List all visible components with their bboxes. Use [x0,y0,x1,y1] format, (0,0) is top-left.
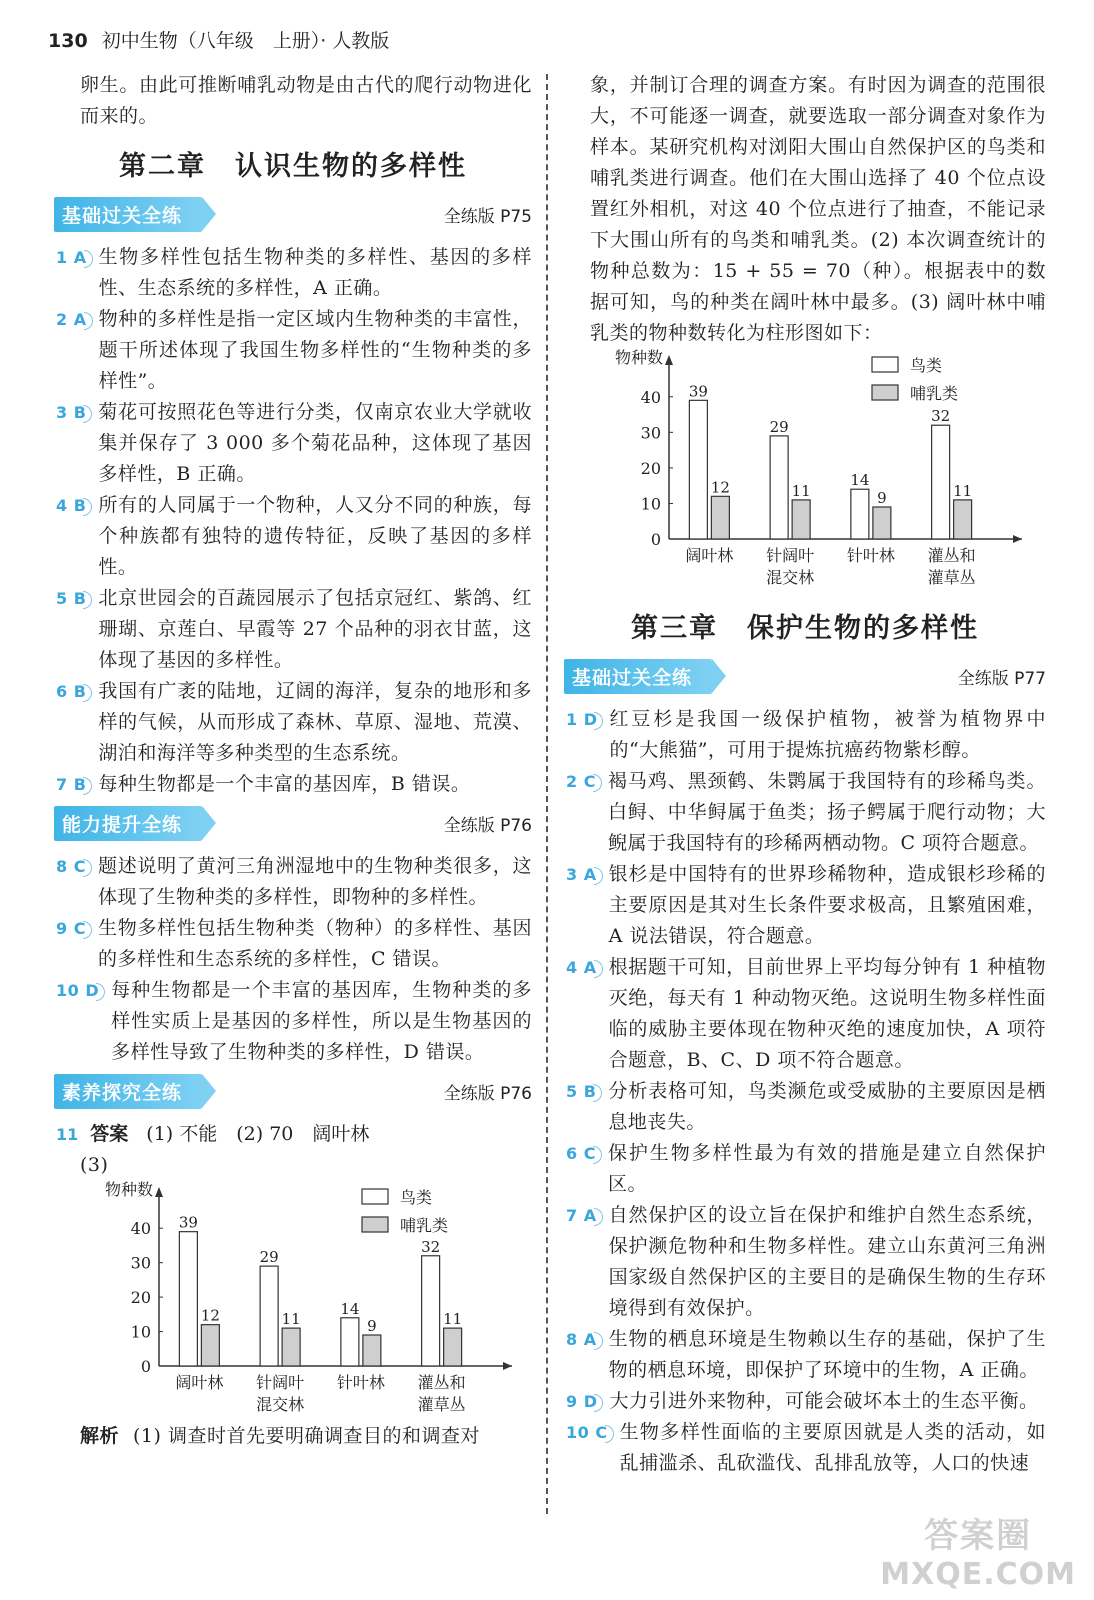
bar-mammals [201,1325,219,1366]
answer-badge: 8 A [564,1324,603,1355]
x-tick-label: 混交林 [766,568,815,587]
legend-label: 哺乳类 [400,1216,449,1235]
y-tick-label: 0 [650,530,661,549]
section-tag: 能力提升全练 [54,806,202,841]
answer-badge: 9 C [54,913,92,944]
column-divider [546,74,548,1514]
answer-text: 银杉是中国特有的世界珍稀物种，造成银杉珍稀的主要原因是其对生长条件要求极高，且繁殖困难，A 说法错误，符合题意。 [608,863,1046,947]
answer-text: 所有的人同属于一个物种，人又分不同的种族，每个种族都有独特的遗传特征，反映了基因的多样性。 [98,494,532,578]
y-tick-label: 0 [140,1357,151,1376]
section-tag: 基础过关全练 [54,197,202,232]
data-label: 29 [259,1248,279,1267]
data-label: 29 [769,417,789,436]
x-tick-label: 针叶林 [336,1373,385,1392]
answer-text: 生物多样性包括生物种类的多样性、基因的多样性、生态系统的多样性，A 正确。 [98,246,532,299]
answer-list [54,851,532,1068]
question-number: 11 [56,1125,79,1144]
intro-paragraph: 卵生。由此可推断哺乳动物是由古代的爬行动物进化而来的。 [80,74,532,127]
data-label: 39 [688,382,708,401]
bar-mammals [444,1328,462,1366]
answer-badge: 7 B [54,769,92,800]
answer-badge: 3 A [564,859,603,890]
section-ref: 全练版 P76 [443,1084,532,1104]
legend-swatch-birds [872,357,898,372]
answer-item [54,851,532,913]
answer-text: 自然保护区的设立旨在保护和维护自然生态系统，保护濒危物种和生物多样性。建立山东黄河三角洲国家级自然保护区的主要目的是确保生物的生存环境得到有效保护。 [608,1204,1046,1319]
section-tag: 基础过关全练 [564,659,712,694]
answer-list [564,704,1046,1479]
answer-text: 北京世园会的百蔬园展示了包括京冠红、紫鸽、红珊瑚、京莲白、早霞等 27 个品种的羽衣甘蓝，这体现了基因的多样性。 [98,587,532,671]
answer-badge: 8 C [54,851,92,882]
legend-swatch-mammals [362,1217,388,1232]
answer-item [54,913,532,975]
x-tick-label: 针叶林 [846,546,895,565]
left-column [54,70,532,1452]
section-basic-1 [54,197,532,232]
bar-birds [851,489,869,539]
section-tag: 素养探究全练 [54,1074,202,1109]
x-tick-label: 针阔叶 [766,546,815,565]
bar-mammals [363,1335,381,1366]
analysis-text: (1) 调查时首先要明确调查目的和调查对 [133,1425,480,1447]
answer-item [54,769,532,800]
answer-item [54,242,532,304]
answer-badge: 1 A [54,242,93,273]
y-axis-arrow [665,355,673,365]
analysis-paragraph [54,1421,532,1452]
watermark [880,1508,1076,1592]
x-tick-label: 灌丛和 [417,1373,466,1392]
x-tick-label: 混交林 [256,1395,305,1414]
answer-item [564,1386,1046,1417]
bar-mammals [873,507,891,539]
watermark-line2: MXQE.COM [880,1557,1076,1592]
data-label: 39 [178,1213,198,1232]
bar-mammals [711,496,729,539]
section-ref: 全练版 P77 [957,669,1046,689]
answer-badge: 7 A [564,1200,603,1231]
y-tick-label: 20 [640,458,661,478]
y-axis-label: 物种数 [614,349,663,367]
answer-item [54,583,532,676]
section-ref: 全练版 P75 [443,207,532,227]
x-axis-arrow [1013,535,1022,543]
answer-item [564,1076,1046,1138]
answer-item [564,859,1046,952]
q11-answer [54,1119,532,1150]
y-axis-label: 物种数 [104,1181,153,1199]
answer-item [54,490,532,583]
y-tick-label: 20 [130,1288,151,1308]
bar-mammals [954,500,972,539]
y-tick-label: 30 [130,1253,151,1273]
answer-badge: 2 A [54,304,93,335]
data-label: 14 [850,471,870,490]
answer-item [564,766,1046,859]
data-label: 11 [953,481,973,500]
chapter-3-title: 第三章 保护生物的多样性 [631,613,979,644]
answer-item [564,704,1046,766]
bar-birds [422,1256,440,1366]
section-ref: 全练版 P76 [443,816,532,836]
data-label: 9 [877,489,887,507]
answer-text: 保护生物多样性最为有效的措施是建立自然保护区。 [607,1142,1046,1195]
section-inquiry [54,1074,532,1109]
y-tick-label: 10 [130,1322,151,1342]
legend-label: 鸟类 [400,1188,433,1207]
answer-text: 红豆杉是我国一级保护植物，被誉为植物界中的“大熊猫”，可用于提炼抗癌药物紫杉醇。 [609,708,1046,761]
watermark-line1: 答案圈 [924,1516,1033,1556]
y-tick-label: 30 [640,423,661,443]
x-tick-label: 针阔叶 [256,1373,305,1392]
data-label: 11 [443,1310,463,1329]
answer-badge: 3 B [54,397,92,428]
legend-swatch-birds [362,1189,388,1204]
answer-text: (1) 不能 (2) 70 阔叶林 [146,1123,370,1145]
answer-badge: 4 B [54,490,92,521]
data-label: 32 [421,1237,441,1256]
answer-badge: 5 B [564,1076,602,1107]
legend-label: 哺乳类 [910,384,959,403]
y-axis-arrow [155,1187,163,1197]
bar-birds [341,1318,359,1366]
x-tick-label: 灌丛和 [927,546,976,565]
answer-text: 生物的栖息环境是生物赖以生存的基础，保护了生物的栖息环境，即保护了环境中的生物，A 正确。 [608,1328,1046,1381]
answer-text: 菊花可按照花色等进行分类，仅南京农业大学就收集并保存了 3 000 多个菊花品种，这体现了基因多样性，B 正确。 [98,401,532,485]
analysis-label: 解析 [80,1425,120,1447]
bar-birds [179,1232,197,1366]
y-tick-label: 10 [640,494,661,514]
answer-text: 分析表格可知，鸟类濒危或受威胁的主要原因是栖息地丧失。 [608,1080,1046,1133]
answer-item [564,1200,1046,1324]
data-label: 9 [367,1317,377,1335]
bar-chart-left [54,1181,524,1421]
data-label: 11 [791,481,811,500]
book-title: 初中生物（八年级 上册）· 人教版 [101,30,390,52]
answer-badge: 4 A [564,952,603,983]
answer-text: 生物多样性包括生物种类（物种）的多样性、基因的多样性和生态系统的多样性，C 错误。 [97,917,532,970]
answer-badge: 5 B [54,583,92,614]
x-tick-label: 灌草丛 [927,568,976,587]
data-label: 12 [710,478,730,497]
answer-badge: 1 D [564,704,603,735]
answer-badge: 10 D [54,975,105,1006]
answer-text: 每种生物都是一个丰富的基因库，B 错误。 [98,773,471,795]
x-tick-label: 阔叶林 [685,546,734,565]
answer-badge: 10 C [564,1417,614,1448]
answer-item [564,1324,1046,1386]
y-tick-label: 40 [130,1219,151,1239]
section-basic-2 [564,659,1046,694]
legend-label: 鸟类 [910,356,943,375]
legend-swatch-mammals [872,385,898,400]
answer-item [564,952,1046,1076]
bar-mammals [792,500,810,539]
data-label: 32 [931,407,951,426]
page-number: 130 [48,30,88,52]
x-axis-arrow [503,1362,512,1370]
bar-chart-right [564,349,1034,594]
answer-badge: 6 B [54,676,92,707]
x-tick-label: 阔叶林 [175,1373,224,1392]
answer-label: 答案 [90,1123,129,1145]
answer-text: 物种的多样性是指一定区域内生物种类的丰富性，题干所述体现了我国生物多样性的“生物种类的多样性”。 [98,308,532,392]
answer-text: 大力引进外来物种，可能会破坏本土的生态平衡。 [609,1390,1039,1412]
page-header [48,26,389,53]
data-label: 14 [340,1299,360,1318]
data-label: 12 [200,1306,220,1325]
bar-birds [770,436,788,539]
answer-text: 根据题干可知，目前世界上平均每分钟有 1 种植物灭绝，每天有 1 种动物灭绝。这说明生物多样性面临的威胁主要体现在物种灭绝的速度加快，A 项符合题意，B、C、D 项不符合题意。 [608,956,1046,1071]
answer-text: 每种生物都是一个丰富的基因库，生物种类的多样性实质上是基因的多样性，所以是生物基因的多样性导致了生物种类的多样性，D 错误。 [111,979,532,1063]
answer-text: 题述说明了黄河三角洲湿地中的生物种类很多，这体现了生物种类的多样性，即物种的多样性。 [97,855,532,908]
y-tick-label: 40 [640,387,661,407]
answer-item [564,1138,1046,1200]
right-column [564,70,1046,1479]
x-tick-label: 灌草丛 [417,1395,466,1414]
data-label: 11 [281,1310,301,1329]
answer-list [54,242,532,800]
bar-mammals [282,1328,300,1366]
answer-badge: 2 C [564,766,602,797]
answer-badge: 6 C [564,1138,602,1169]
answer-item [564,1417,1046,1479]
bar-birds [260,1266,278,1366]
chapter-2-title: 第二章 认识生物的多样性 [119,151,467,182]
answer-item [54,397,532,490]
q11-sub: (3) [80,1154,109,1176]
answer-text: 生物多样性面临的主要原因就是人类的活动，如乱捕滥杀、乱砍滥伐、乱排乱放等，人口的快速 [619,1421,1046,1474]
answer-text: 我国有广袤的陆地，辽阔的海洋，复杂的地形和多样的气候，从而形成了森林、草原、湿地、荒漠、湖泊和海洋等多种类型的生态系统。 [98,680,532,764]
answer-item [54,676,532,769]
answer-badge: 9 D [564,1386,603,1417]
bar-birds [932,425,950,539]
answer-item [54,304,532,397]
section-ability [54,806,532,841]
bar-birds [689,400,707,539]
continued-paragraph: 象，并制订合理的调查方案。有时因为调查的范围很大，不可能逐一调查，就要选取一部分调查对象作为样本。某研究机构对浏阳大围山自然保护区的鸟类和哺乳类进行调查。他们在大围山选择了 40 个位点设置红外相机，对这 40 个位点进行了抽查，不能记录下大围山所有的鸟类和哺乳类。(2) 本次调查统计的物种总数为：15 + 55 = 70（种）。根据表中的数据可知，鸟的种类在阔叶林中最多。(3) 阔叶林中哺乳类的物种数转化为柱形图如下： [590,74,1046,344]
answer-text: 褐马鸡、黑颈鹤、朱鹮属于我国特有的珍稀鸟类。白鲟、中华鲟属于鱼类；扬子鳄属于爬行动物；大鲵属于我国特有的珍稀两栖动物。C 项符合题意。 [607,770,1046,854]
answer-item [54,975,532,1068]
